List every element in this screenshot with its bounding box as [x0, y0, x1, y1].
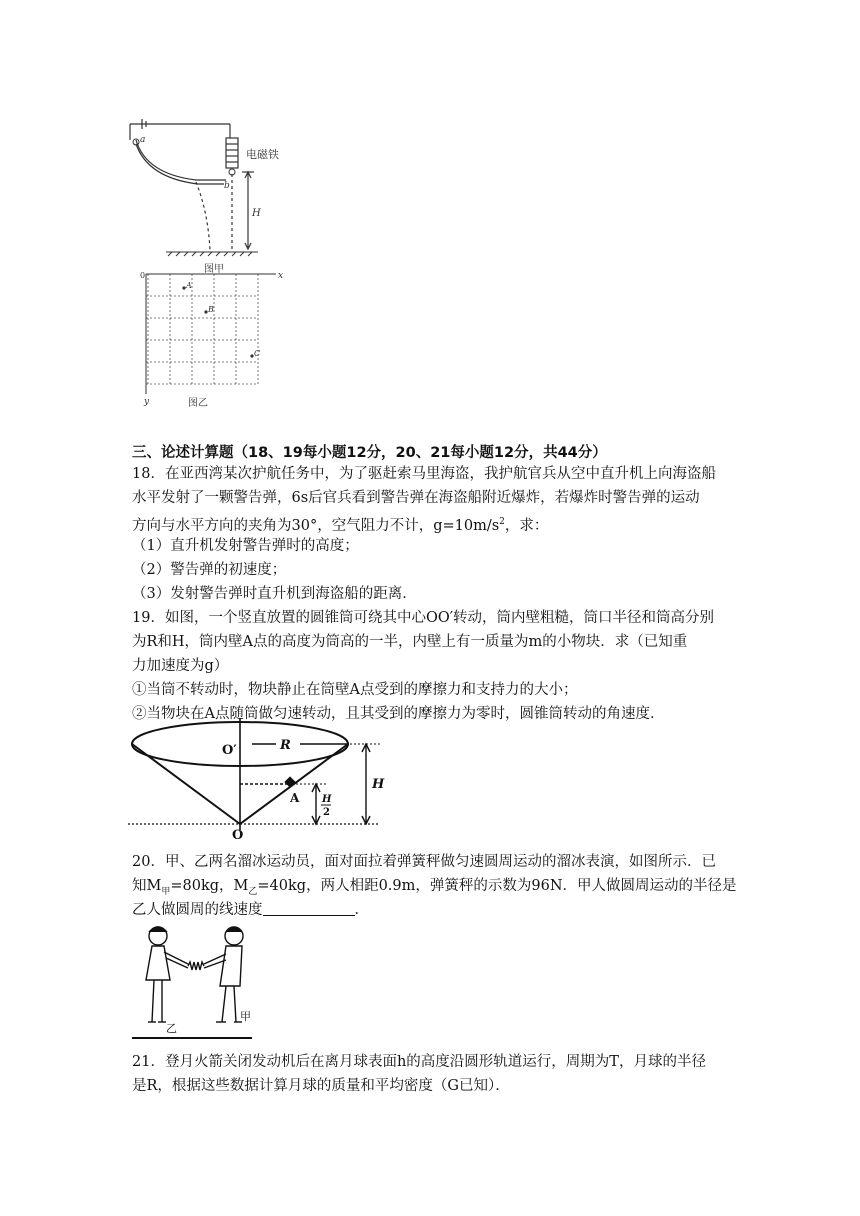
- cone-label-a: A: [290, 791, 300, 805]
- figure-projectile-apparatus: [126, 112, 316, 412]
- caption-figure-a: 图甲: [204, 264, 224, 275]
- q19-sub1: ①当筒不转动时，物块静止在筒壁A点受到的摩擦力和支持力的大小；: [132, 682, 578, 698]
- label-y-axis: y: [144, 397, 150, 407]
- label-electromagnet: 电磁铁: [246, 148, 279, 161]
- q20-line2-sub2: 乙: [248, 886, 258, 897]
- label-origin: 0: [140, 271, 146, 280]
- skater-label-left: 乙: [166, 1022, 177, 1035]
- q19-line1: 19．如图，一个竖直放置的圆锥筒可绕其中心OO′转动，筒内壁粗糙，筒口半径和筒高分别: [132, 610, 715, 626]
- label-a: a: [140, 135, 146, 145]
- q18-line3: [132, 512, 548, 536]
- q18-sub1: （1）直升机发射警告弹时的高度；: [132, 538, 359, 554]
- q20-line2-b: =80kg，M: [170, 878, 249, 894]
- q20-line2-c: =40kg，两人相距0.9m，弹簧秤的示数为96N．甲人做圆周运动的半径是: [257, 878, 737, 894]
- cone-label-h-half-num: H: [322, 794, 332, 805]
- q18-sub2: （2）警告弹的初速度；: [132, 562, 287, 578]
- q20-line2-a: 知M: [132, 878, 162, 894]
- label-b: b: [224, 181, 230, 191]
- cone-label-h-half-den: 2: [323, 807, 330, 818]
- q20-line2-sub1: 甲: [161, 886, 171, 897]
- cone-label-o: O: [232, 828, 244, 840]
- grid-point-b: B: [208, 305, 214, 314]
- q18-line1: 18．在亚西湾某次护航任务中，为了驱赶索马里海盗，我护航官兵从空中直升机上向海盗船: [132, 466, 716, 482]
- answer-blank: [263, 901, 355, 916]
- q20-line2: [132, 876, 737, 902]
- cone-label-h: H: [372, 777, 385, 792]
- q18-line3-post: ，求：: [504, 517, 549, 534]
- figure-skaters: [130, 922, 254, 1046]
- q21-line2: 是R，根据这些数据计算月球的质量和平均密度（G已知）．: [132, 1078, 510, 1094]
- caption-figure-b: 图乙: [188, 398, 208, 409]
- q20-line3: [132, 900, 369, 920]
- q21-line1: 21．登月火箭关闭发动机后在离月球表面h的高度沿圆形轨道运行，周期为T，月球的半径: [132, 1054, 706, 1070]
- cone-label-r: R: [280, 738, 291, 753]
- q19-line2: 为R和H，筒内壁A点的高度为筒高的一半，内壁上有一质量为m的小物块．求（已知重: [132, 634, 688, 650]
- q18-line3-pre: 方向与水平方向的夹角为30°，空气阻力不计，g=10m/s: [132, 517, 500, 534]
- label-x-axis: x: [278, 271, 284, 281]
- label-height: H: [252, 208, 261, 219]
- q19-line3: 力加速度为g）: [132, 658, 229, 674]
- section-heading: 三、论述计算题（18、19每小题12分，20、21每小题12分，共44分）: [132, 445, 607, 461]
- grid-point-a: A: [186, 281, 192, 290]
- q18-line3-sup: 2: [499, 517, 505, 527]
- q18-sub3: （3）发射警告弹时直升机到海盗船的距离．: [132, 586, 417, 602]
- cone-label-o-prime: O′: [222, 743, 237, 758]
- q18-line2: 水平发射了一颗警告弹，6s后官兵看到警告弹在海盗船附近爆炸，若爆炸时警告弹的运动: [132, 490, 700, 506]
- grid-point-c: C: [254, 349, 261, 358]
- q20-line3-post: ．: [354, 902, 369, 918]
- skater-label-right: 甲: [240, 1010, 251, 1023]
- q20-line3-pre: 乙人做圆周的线速度: [132, 902, 263, 918]
- q19-sub2: ②当物块在A点随筒做匀速转动，且其受到的摩擦力为零时，圆锥筒转动的角速度．: [132, 706, 665, 722]
- figure-cone: [128, 716, 390, 840]
- q20-line1: 20．甲、乙两名溜冰运动员，面对面拉着弹簧秤做匀速圆周运动的溜冰表演，如图所示．已: [132, 854, 716, 870]
